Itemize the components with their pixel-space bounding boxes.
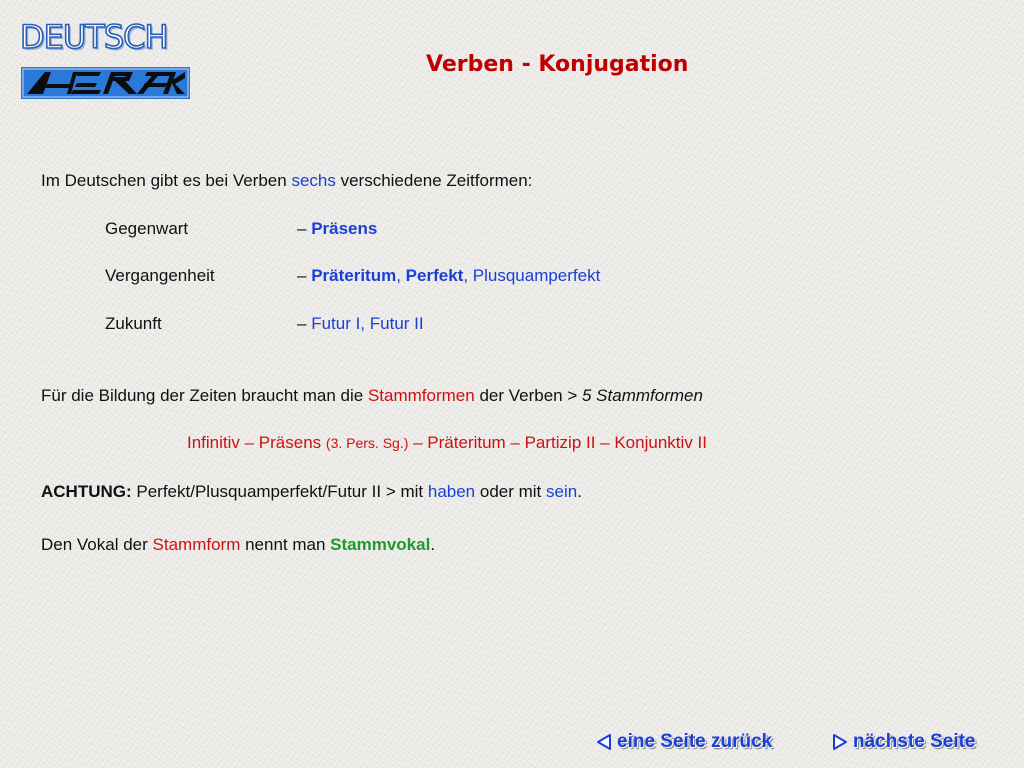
achtung-text: Perfekt/Plusquamperfekt/Futur II > mit [131,482,428,501]
next-page-button[interactable] [832,731,976,753]
tense-label-vergangenheit: Vergangenheit [105,266,215,285]
stammformen-text: Für die Bildung der Zeiten braucht man die [41,386,368,405]
vokal-text-mid: nennt man [240,535,331,554]
tense-dash: – [297,314,312,333]
tense-form: Perfekt [405,266,464,285]
achtung-label: ACHTUNG: [41,482,132,501]
tense-form: , Plusquamperfekt [463,266,601,285]
achtung-haben: haben [427,482,476,501]
next-page-label: nächste Seite [853,731,976,752]
tense-forms-vergangenheit [297,266,600,286]
prev-page-label: eine Seite zurück [617,731,773,752]
triangle-left-icon [596,733,612,751]
intro-text: Im Deutschen gibt es bei Verben [41,171,292,190]
stammformen-highlight: Stammformen [367,386,475,405]
prev-page-button[interactable] [596,731,772,753]
vokal-line [41,535,435,555]
tense-forms-gegenwart [297,219,377,239]
achtung-sein: sein [546,482,578,501]
vokal-end: . [430,535,436,554]
stammformen-italic: 5 Stammformen [582,386,703,405]
tense-form: Futur I, Futur II [311,314,424,333]
achtung-text-mid: oder mit [475,482,546,501]
achtung-line [41,482,582,502]
vokal-text: Den Vokal der [41,535,153,554]
formen-small: (3. Pers. Sg.) [325,435,409,451]
formen-part1: Infinitiv – Präsens [187,433,326,452]
intro-text-end: verschiedene Zeitformen: [335,171,533,190]
logo-wordmark: DEUTSCH [20,18,168,56]
tense-dash: – [297,266,312,285]
tense-form: Präteritum [311,266,397,285]
achtung-end: . [577,482,582,501]
stammformen-list [187,433,707,453]
tense-separator: , [396,266,406,285]
vokal-stammform: Stammform [152,535,241,554]
intro-highlight: sechs [291,171,336,190]
tense-label-gegenwart: Gegenwart [105,219,189,238]
tense-form: Präsens [311,219,378,238]
triangle-right-icon [832,733,848,751]
title-main: Konjugation [538,52,689,77]
page-title [426,52,688,77]
formen-part2: – Präteritum – Partizip II – Konjunktiv II [408,433,707,452]
intro-line [41,171,532,191]
stammformen-line [41,386,703,406]
abi-fit-logo [21,67,190,99]
title-prefix: Verben - [426,52,539,77]
stammformen-text-mid: der Verben > [474,386,582,405]
vokal-stammvokal: Stammvokal [330,535,431,554]
tense-forms-zukunft [297,314,424,334]
tense-dash: – [297,219,312,238]
tense-label-zukunft: Zukunft [105,314,162,333]
